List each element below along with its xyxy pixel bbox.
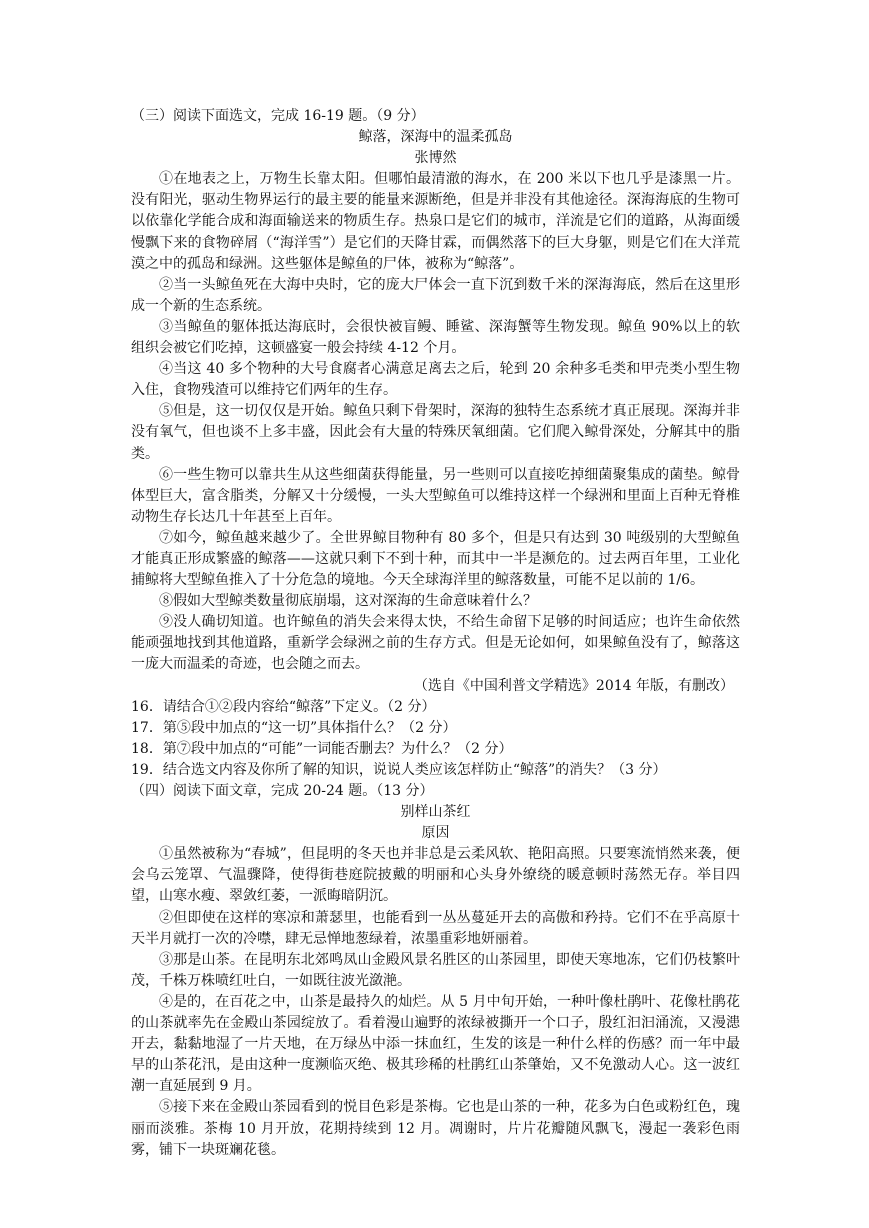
question-18: 18．第⑦段中加点的“可能”一词能否删去？为什么？（2 分） xyxy=(131,740,513,757)
s3-paragraph-5: ⑤但是，这一切仅仅是开始。鲸鱼只剩下骨架时，深海的独特生态系统才真正展现。深海并非没有氧气，但也谈不上多丰盛，因此会有大量的特殊厌氧细菌。它们爬入鲸骨深处，分解其中的脂类。 xyxy=(131,403,740,462)
section3-heading: （三）阅读下面选文，完成 16-19 题。（9 分） xyxy=(131,108,425,124)
section4-author: 原因 xyxy=(421,825,450,842)
exam-page xyxy=(131,106,740,1161)
s4-paragraph-4: ④是的，在百花之中，山茶是最持久的灿烂。从 5 月中旬开始，一种叶像杜鹃叶、花像杜鹃花的山茶就率先在金殿山茶园绽放了。看着漫山遍野的浓绿被撕开一个口子，殷红汩汩涌流，又漫漶开去，黏黏地湿了一片天地，在万绿丛中添一抹血红，生发的该是一种什么样的伤感？而一年中最早的山茶花汛，是由这种一度濒临灭绝、极其珍稀的杜鹃红山茶肇始，又不免激动人心。这一波红潮一直延展到 9 月。 xyxy=(131,993,740,1095)
question-19: 19．结合选文内容及你所了解的知识，说说人类应该怎样防止“鲸落”的消失？（3 分） xyxy=(131,761,667,778)
s4-paragraph-3: ③那是山茶。在昆明东北郊鸣凤山金殿风景名胜区的山茶园里，即使天寒地冻，它们仍枝繁叶茂，千株万株喷红吐白，一如既往波光潋滟。 xyxy=(131,951,740,989)
section4-title: 别样山茶红 xyxy=(400,804,471,821)
s4-paragraph-1: ①虽然被称为“春城”，但昆明的冬天也并非总是云柔风软、艳阳高照。只要寒流悄然来袭，便会乌云笼罩、气温骤降，使得街巷庭院披戴的明丽和心头身外缭绕的暖意顿时荡然无存。举目四望，山寒水瘦、翠敛红萎，一派晦暗阴沉。 xyxy=(131,846,740,905)
s4-paragraph-5: ⑤接下来在金殿山茶园看到的悦目色彩是茶梅。它也是山茶的一种，花多为白色或粉红色，瑰丽而淡雅。茶梅 10 月开放，花期持续到 12 月。凋谢时，片片花瓣随风飘飞，漫起一袭彩色雨雾，铺下一块斑斓花毯。 xyxy=(131,1099,740,1158)
section3-author: 张博然 xyxy=(414,150,457,167)
question-16: 16．请结合①②段内容给“鲸落”下定义。（2 分） xyxy=(131,698,436,715)
question-17: 17．第⑤段中加点的“这一切”具体指什么？（2 分） xyxy=(131,719,457,736)
s3-paragraph-3: ③当鲸鱼的躯体抵达海底时，会很快被盲鳗、睡鲨、深海蟹等生物发现。鲸鱼 90%以上的软组织会被它们吃掉，这顿盛宴一般会持续 4-12 个月。 xyxy=(131,318,740,357)
s3-paragraph-1: ①在地表之上，万物生长靠太阳。但哪怕最清澈的海水，在 200 米以下也几乎是漆黑一片。没有阳光，驱动生物界运行的最主要的能量来源断绝，但是并非没有其他途径。深海海底的生物可以依靠化学能合成和海面输送来的物质生存。热泉口是它们的城市，洋流是它们的道路，从海面缓慢飘下来的食物碎屑（“海洋雪”）是它们的天降甘霖，而偶然落下的巨大身躯，则是它们在大洋荒漠之中的孤岛和绿洲。这些躯体是鲸鱼的尸体，被称为“鲸落”。 xyxy=(131,171,740,272)
s3-paragraph-9: ⑨没人确切知道。也许鲸鱼的消失会来得太快，不给生命留下足够的时间适应；也许生命依然能顽强地找到其他道路，重新学会绿洲之前的生存方式。但是无论如何，如果鲸鱼没有了，鲸落这一庞大而温柔的奇迹，也会随之而去。 xyxy=(131,614,740,673)
s3-paragraph-6: ⑥一些生物可以靠共生从这些细菌获得能量，另一些则可以直接吃掉细菌聚集成的菌垫。鲸骨体型巨大，富含脂类，分解又十分缓慢，一头大型鲸鱼可以维持这样一个绿洲和里面上百种无脊椎动物生存长达几十年甚至上百年。 xyxy=(131,466,740,525)
s3-paragraph-2: ②当一头鲸鱼死在大海中央时，它的庞大尸体会一直下沉到数千米的深海海底，然后在这里形成一个新的生态系统。 xyxy=(131,276,740,314)
s3-paragraph-4: ④当这 40 多个物种的大号食腐者心满意足离去之后，轮到 20 余种多毛类和甲壳类小型生物入住，食物残渣可以维持它们两年的生存。 xyxy=(131,361,740,399)
s3-paragraph-8: ⑧假如大型鲸类数量彻底崩塌，这对深海的生命意味着什么？ xyxy=(159,593,537,610)
s3-paragraph-7: ⑦如今，鲸鱼越来越少了。全世界鲸目物种有 80 多个，但是只有达到 30 吨级别的大型鲸鱼才能真正形成繁盛的鲸落——这就只剩下不到十种，而其中一半是濒危的。过去两百年里，工业化捕鲸将大型鲸鱼推入了十分危急的境地。今天全球海洋里的鲸落数量，可能不足以前的 1/6。 xyxy=(131,529,740,589)
s4-paragraph-2: ②但即使在这样的寒凉和萧瑟里，也能看到一丛丛蔓延开去的高傲和矜持。它们不在乎高原十天半月就打一次的冷噤，肆无忌惮地葱绿着，浓墨重彩地妍丽着。 xyxy=(131,909,740,947)
s3-source: （选自《中国利普文学精选》2014 年版，有删改） xyxy=(413,677,734,694)
section3-title: 鲸落，深海中的温柔孤岛 xyxy=(358,129,513,146)
section4-heading: （四）阅读下面文章，完成 20-24 题。（13 分） xyxy=(131,783,434,799)
